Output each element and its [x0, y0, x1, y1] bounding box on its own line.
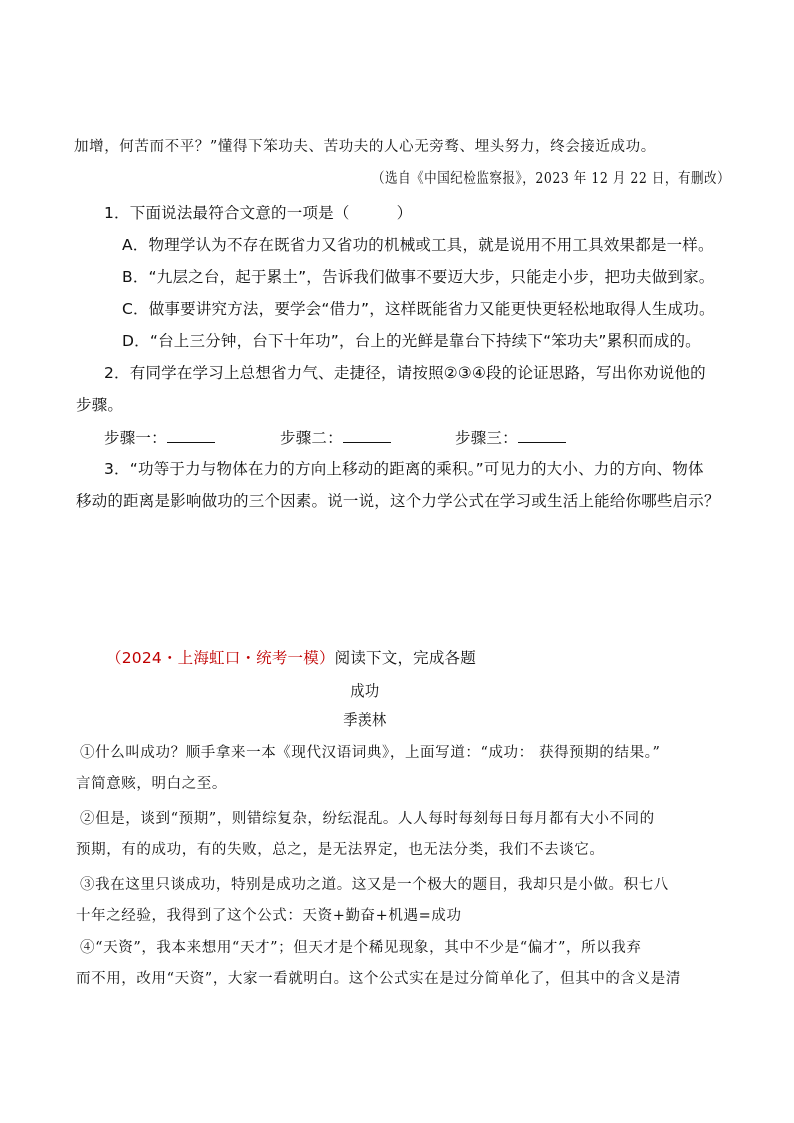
question-1: 1．下面说法最符合文意的一项是（ ）	[104, 204, 413, 222]
question-2-line-1: 2．有同学在学习上总想省力气、走捷径，请按照②③④段的论证思路，写出你劝说他的	[104, 364, 706, 382]
question-3-line-2: 移动的距离是影响做功的三个因素。说一说，这个力学公式在学习或生活上能给你哪些启示？	[76, 492, 720, 510]
step-2	[280, 430, 391, 447]
paragraph-end-line: 加增，何苦而不平？”懂得下笨功夫、苦功夫的人心无旁骛、埋头努力，终会接近成功。	[74, 139, 656, 155]
step-1-label: 步骤一：	[104, 429, 167, 447]
step-2-label: 步骤二：	[280, 429, 343, 447]
option-b: B．“九层之台，起于累土”，告诉我们做事不要迈大步，只能走小步，把功夫做到家。	[122, 268, 715, 286]
question-3-line-1: 3．“功等于力与物体在力的方向上移动的距离的乘积。”可见力的大小、力的方向、物体	[104, 460, 704, 478]
article-line: 言简意赅，明白之至。	[76, 776, 227, 792]
section-header	[106, 651, 476, 667]
article-line: 十年之经验，我得到了这个公式：天资+勤奋+机遇=成功	[76, 908, 462, 924]
step-1-blank	[167, 430, 215, 443]
step-3-blank	[518, 430, 566, 443]
article-line: ③我在这里只谈成功，特别是成功之道。这又是一个极大的题目，我却只是小做。积七八	[80, 877, 669, 893]
article-line: ①什么叫成功？顺手拿来一本《现代汉语词典》，上面写道：“成功： 获得预期的结果。”	[80, 745, 661, 761]
option-d: D．“台上三分钟，台下十年功”，台上的光鲜是靠台下持续下“笨功夫”累积而成的。	[122, 332, 701, 350]
article-line: ②但是，谈到“预期”，则错综复杂，纷纭混乱。人人每时每刻每日每月都有大小不同的	[80, 811, 655, 827]
step-1	[104, 430, 215, 447]
article-line: 而不用，改用“天资”，大家一看就明白。这个公式实在是过分简单化了，但其中的含义是清	[76, 971, 681, 987]
step-3-label: 步骤三：	[455, 429, 518, 447]
question-2-line-2: 步骤。	[76, 396, 124, 414]
instruction: 阅读下文，完成各题	[334, 649, 476, 667]
option-c: C．做事要讲究方法，要学会“借力”，这样既能省力又能更快更轻松地取得人生成功。	[122, 300, 715, 318]
article-line: 预期，有的成功，有的失败，总之，是无法界定，也无法分类，我们不去谈它。	[76, 842, 605, 858]
source-citation: （选自《中国纪检监察报》，2023 年 12 月 22 日，有删改）	[372, 171, 731, 187]
exam-source-tag: （2024・上海虹口・统考一模）	[106, 649, 335, 667]
article-title: 成功	[350, 682, 380, 700]
article-author: 季羡林	[343, 711, 387, 729]
step-3	[455, 430, 566, 447]
option-a: A．物理学认为不存在既省力又省功的机械或工具，就是说用不用工具效果都是一样。	[122, 236, 714, 254]
step-2-blank	[343, 430, 391, 443]
article-line: ④“天资”，我本来想用“天才”；但天才是个稀见现象，其中不少是“偏才”，所以我弃	[80, 940, 642, 956]
